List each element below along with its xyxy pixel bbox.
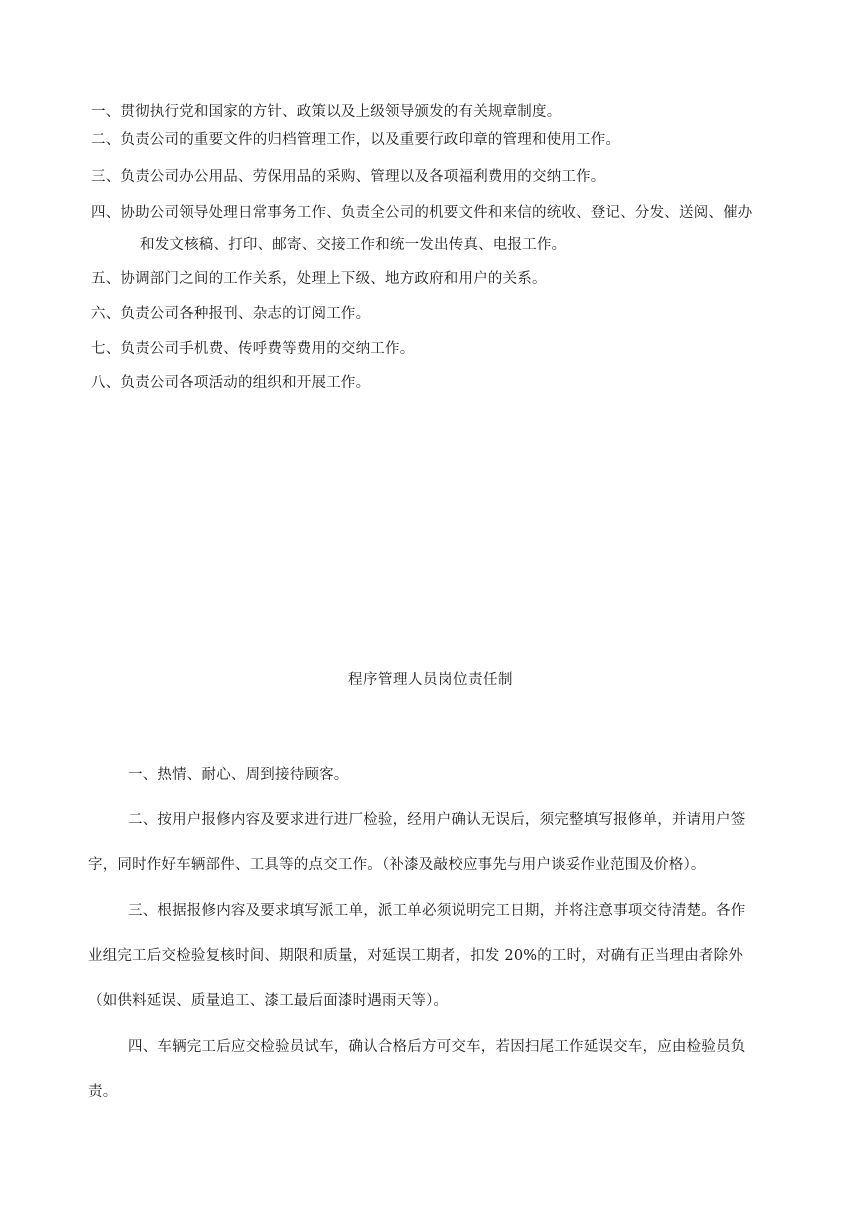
duty-item-8: 八、负责公司各项活动的组织和开展工作。 bbox=[91, 375, 371, 391]
responsibility-paragraph-3-line-3: （如供料延误、质量追工、漆工最后面漆时遇雨天等）。 bbox=[88, 993, 449, 1009]
duty-item-3: 三、负责公司办公用品、劳保用品的采购、管理以及各项福利费用的交纳工作。 bbox=[91, 169, 606, 185]
duty-item-6: 六、负责公司各种报刊、杂志的订阅工作。 bbox=[91, 306, 371, 322]
responsibility-paragraph-4-line-2: 责。 bbox=[88, 1084, 118, 1100]
duty-item-2: 二、负责公司的重要文件的归档管理工作，以及重要行政印章的管理和使用工作。 bbox=[91, 132, 621, 148]
section-title: 程序管理人员岗位责任制 bbox=[348, 672, 513, 688]
duty-item-7: 七、负责公司手机费、传呼费等费用的交纳工作。 bbox=[91, 341, 415, 357]
responsibility-paragraph-2-line-1: 二、按用户报修内容及要求进行进厂检验，经用户确认无误后，须完整填写报修单，并请用户签 bbox=[128, 812, 746, 828]
responsibility-paragraph-3-line-2: 业组完工后交检验复核时间、期限和质量，对延误工期者，扣发 20%的工时，对确有正当理由者除外 bbox=[88, 948, 744, 964]
duty-item-4-continued: 和发文核稿、打印、邮寄、交接工作和统一发出传真、电报工作。 bbox=[140, 237, 567, 253]
duty-item-4: 四、协助公司领导处理日常事务工作、负责全公司的机要文件和来信的统收、登记、分发、送阅、催办 bbox=[91, 205, 753, 221]
responsibility-paragraph-3-line-1: 三、根据报修内容及要求填写派工单，派工单必须说明完工日期，并将注意事项交待清楚。各作 bbox=[128, 903, 746, 919]
responsibility-paragraph-1: 一、热情、耐心、周到接待顾客。 bbox=[128, 767, 349, 783]
duty-item-1: 一、贯彻执行党和国家的方针、政策以及上级领导颁发的有关规章制度。 bbox=[91, 104, 562, 120]
responsibility-paragraph-2-line-2: 字，同时作好车辆部件、工具等的点交工作。（补漆及敲校应事先与用户谈妥作业范围及价格）。 bbox=[88, 857, 706, 873]
duty-item-5: 五、协调部门之间的工作关系，处理上下级、地方政府和用户的关系。 bbox=[91, 271, 547, 287]
responsibility-paragraph-4-line-1: 四、车辆完工后应交检验员试车，确认合格后方可交车，若因扫尾工作延误交车，应由检验员负 bbox=[128, 1039, 746, 1055]
